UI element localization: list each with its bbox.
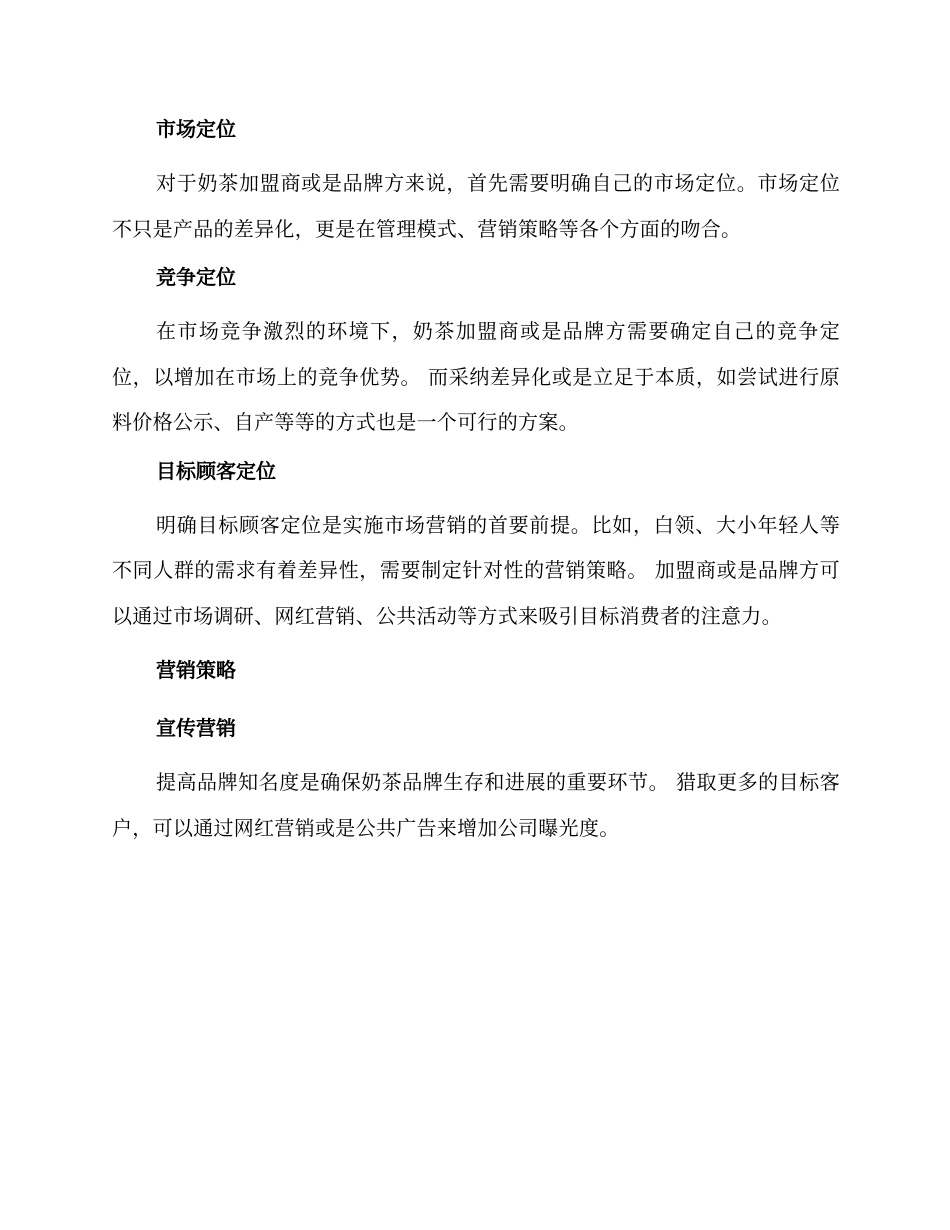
paragraph-target-customer-positioning: 明确目标顾客定位是实施市场营销的首要前提。比如，白领、大小年轻人等不同人群的需求有着差异性，需要制定针对性的营销策略。 加盟商或是品牌方可以通过市场调研、网红营销、公共活动等方式来吸引目标消费者的注意力。 (112, 512, 840, 628)
heading-competitive-positioning: 竞争定位 (156, 265, 236, 289)
heading-market-positioning: 市场定位 (156, 117, 236, 141)
heading-target-customer-positioning: 目标顾客定位 (156, 458, 276, 483)
paragraph-promotional-marketing: 提高品牌知名度是确保奶茶品牌生存和进展的重要环节。 猎取更多的目标客户，可以通过网红营销或是公共广告来增加公司曝光度。 (112, 770, 840, 840)
paragraph-market-positioning: 对于奶茶加盟商或是品牌方来说，首先需要明确自己的市场定位。市场定位不只是产品的差异化，更是在管理模式、营销策略等各个方面的吻合。 (112, 171, 840, 241)
paragraph-competitive-positioning: 在市场竞争激烈的环境下，奶茶加盟商或是品牌方需要确定自己的竞争定位，以增加在市场上的竞争优势。 而采纳差异化或是立足于本质，如尝试进行原料价格公示、自产等等的方式也是一个可行的方案。 (112, 319, 840, 434)
heading-promotional-marketing: 宣传营销 (156, 716, 236, 740)
document-body (112, 111, 840, 851)
heading-marketing-strategy: 营销策略 (156, 658, 236, 682)
